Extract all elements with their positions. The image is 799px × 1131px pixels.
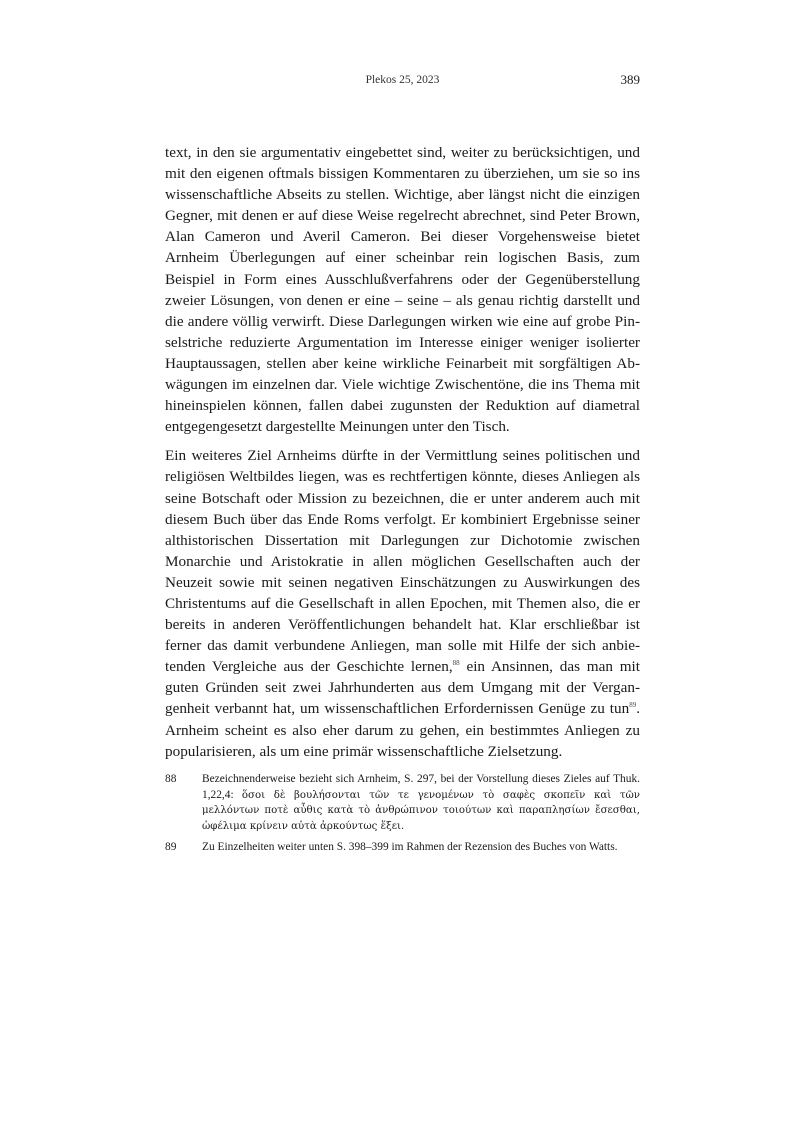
paragraph-2: [165, 445, 640, 761]
body-text: [165, 142, 640, 762]
paragraph-text: Ein weiteres Ziel Arnheims dürfte in der Vermittlung seines politischen und religiösen Weltbildes liegen, was es rechtfertigen könnte, dieses Anliegen als seine Botschaft oder Mission zu bezeichnen, die er unter anderem auch mit diesem Buch über das Ende Roms verfolgt. Er kombiniert Ergebnisse seiner althistorischen Dissertation mit Darlegungen zur Dichotomie zwischen Monarchie und Aristokratie in allen möglichen Gesellschaften auch der Neuzeit sowie mit seinen negativen Einschätzungen zu Auswirkungen des Christentums auf die Gesellschaft in allen Epochen, mit Themen also, die er bereits in anderen Veröffentlichungen behandelt hat. Klar erschließbar ist ferner das damit verbundene Anliegen, man solle mit Hilfe der sich anbietenden Vergleiche aus der Geschichte lernen,: [165, 447, 640, 676]
footnote-latin-text: Bezeichnenderweise bezieht sich Arnheim, S. 297, bei der Vorstellung dieses Zieles auf Thuk. 1,22,4:: [202, 773, 640, 801]
page-number: 389: [620, 72, 640, 87]
paragraph-text: ein Ansinnen, das man mit guten Gründen seit zwei Jahrhunderten aus dem Umgang mit der Vergangenheit verbannt hat, um wissenschaftlichen Erfordernissen Genüge zu tun: [165, 658, 640, 718]
paragraph-text: . Arnheim scheint es also eher darum zu gehen, ein bestimmtes Anliegen zu popularisieren, als um eine primär wissenschaftliche Zielsetzung.: [165, 700, 640, 760]
footnote-number: 88: [165, 773, 177, 785]
footnote-ref-89[interactable]: 89: [629, 701, 637, 710]
footnote-text: [202, 772, 640, 834]
running-head: Plekos 25, 2023: [365, 74, 440, 86]
paragraph-text: text, in den sie argumentativ eingebettet sind, weiter zu berücksichtigen, und mit den eigenen oftmals bissigen Kommentaren zu überziehen, um sie so ins wissenschaftliche Abseits zu stellen. Wichtige, aber längst nicht die einzigen Gegner, mit denen er auf diese Weise regelrecht abrechnet, sind Peter Brown, Alan Cameron und Averil Cameron. Bei dieser Vorgehensweise bietet Arnheim Überlegungen auf einer scheinbar rein logischen Basis, zum Beispiel in Form eines Ausschlußverfahrens oder der Gegenüberstellung zweier Lösungen, von denen er eine – seine – als genau richtig darstellt und die andere völlig verwirft. Diese Darlegungen wirken wie eine auf grobe Pinselstriche reduzierte Argumentation im Interesse einiger weniger isolierter Hauptaussagen, stellen aber keine wirkliche Feinarbeit mit sorgfältigen Abwägungen im einzelnen dar. Viele wichtige Zwischentöne, die ins Thema mit hineinspielen können, fallen dabei zugunsten der Reduktion auf diametral entgegengesetzt dargestellte Meinungen unter den Tisch.: [165, 144, 640, 436]
paragraph-1: [165, 142, 640, 437]
footnotes: [165, 772, 640, 862]
page-header: [165, 70, 640, 92]
footnote-text: Zu Einzelheiten weiter unten S. 398–399 im Rahmen der Rezension des Buches von Watts.: [202, 841, 618, 854]
footnote-88: [165, 772, 640, 834]
footnote-number: 89: [165, 841, 177, 854]
footnote-greek-quote: ὅσοι δὲ βουλήσονται τῶν τε γενομένων τὸ σαφὲς σκοπεῖν καὶ τῶν μελλόντων ποτὲ αὖθις κατὰ τὸ ἀνθρώπινον τοιούτων καὶ παραπλησίων ἔσεσθαι, ὠφέλιμα κρίνειν αὐτὰ ἀρκούντως ἕξει.: [202, 789, 640, 832]
footnote-ref-88[interactable]: 88: [452, 659, 460, 668]
footnote-89: [165, 840, 640, 856]
